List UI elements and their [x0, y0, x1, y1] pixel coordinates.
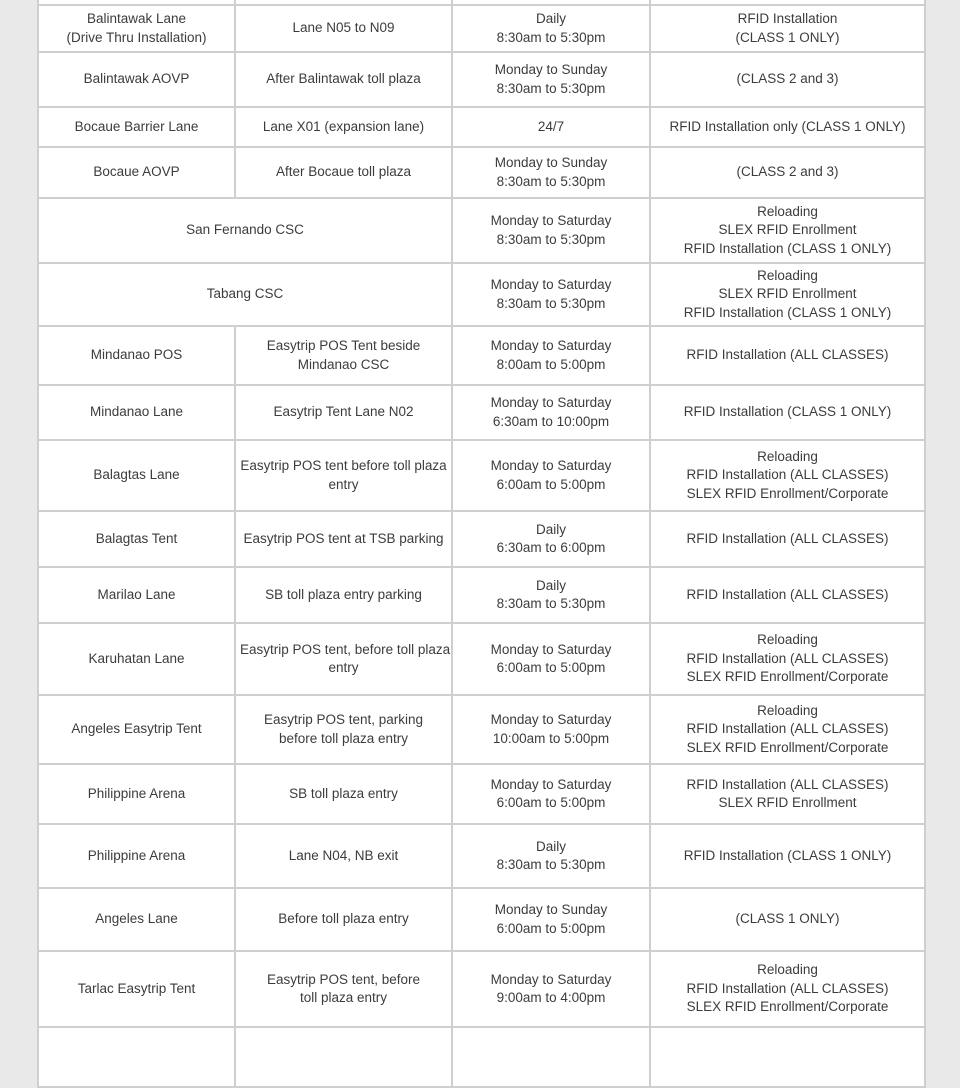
schedule-cell [452, 888, 650, 951]
location-cell-line: (Drive Thru Installation) [66, 29, 207, 45]
schedule-cell-line: 6:00am to 5:00pm [496, 660, 606, 675]
table-row [38, 951, 925, 1027]
area-cell [235, 623, 452, 695]
location-cell-line: Philippine Arena [87, 785, 186, 801]
schedule-cell-line: Monday to Saturday [490, 213, 612, 228]
services-cell [650, 147, 925, 198]
location-cell [38, 385, 235, 440]
location-cell [38, 107, 235, 147]
location-cell-line: Philippine Arena [87, 847, 186, 863]
schedule-cell-line: Monday to Sunday [494, 155, 608, 170]
location-cell [38, 263, 452, 326]
services-cell-line: RFID Installation (ALL CLASSES) [686, 467, 889, 483]
area-cell-line: entry [328, 476, 359, 492]
table-row [38, 5, 925, 52]
schedule-cell-line: 6:30am to 10:00pm [492, 413, 610, 429]
area-cell-line: Easytrip POS tent, before [266, 971, 421, 987]
schedule-cell-line: 8:30am to 5:30pm [496, 29, 606, 45]
schedule-cell-line: 9:00am to 4:00pm [496, 990, 606, 1005]
services-cell-line: RFID Installation (CLASS 1 ONLY) [683, 240, 892, 256]
schedule-cell [452, 5, 650, 52]
services-cell-line: Reloading [757, 962, 818, 978]
services-cell [650, 567, 925, 623]
schedule-cell-line: Daily [535, 838, 566, 854]
area-cell [235, 824, 452, 888]
schedule-cell-line: Monday to Saturday [490, 338, 612, 353]
area-cell [235, 764, 452, 824]
table-row [38, 824, 925, 888]
schedule-cell [452, 440, 650, 511]
schedule-cell-line: 24/7 [537, 118, 565, 134]
schedule-cell-line: Monday to Saturday [490, 776, 612, 792]
services-cell [650, 888, 925, 951]
location-cell-line: Marilao Lane [97, 586, 176, 602]
area-cell-line: Easytrip POS tent, parking [263, 712, 424, 727]
services-cell-line: SLEX RFID Enrollment [718, 795, 857, 810]
location-cell-line: Angeles Lane [95, 911, 178, 927]
schedule-cell-line: Daily [535, 521, 566, 537]
location-cell [38, 695, 235, 764]
schedule-cell-line: Monday to Saturday [490, 641, 612, 657]
services-cell-line: SLEX RFID Enrollment [718, 222, 857, 238]
services-cell-line: RFID Installation (ALL CLASSES) [686, 721, 889, 737]
services-cell-line: Reloading [757, 203, 818, 219]
area-cell [235, 5, 452, 52]
services-cell-line: RFID Installation (CLASS 1 ONLY) [683, 304, 892, 320]
schedule-cell-line: 8:30am to 5:30pm [496, 295, 606, 311]
services-cell [650, 107, 925, 147]
area-cell-line: entry [328, 660, 359, 675]
services-cell [650, 623, 925, 695]
area-cell-line: Lane N04, NB exit [288, 847, 399, 863]
area-cell [235, 567, 452, 623]
table-row [38, 567, 925, 623]
table-row [38, 764, 925, 824]
services-cell [650, 263, 925, 326]
location-cell-line: Balintawak AOVP [83, 71, 190, 87]
area-cell-line: Before toll plaza entry [278, 911, 409, 927]
location-cell-line: Karuhatan Lane [88, 650, 185, 666]
schedule-cell [452, 695, 650, 764]
services-cell-line: RFID Installation (ALL CLASSES) [686, 347, 889, 363]
location-cell [38, 623, 235, 695]
schedule-cell-line: Monday to Sunday [494, 902, 608, 917]
schedule-cell-line: Monday to Sunday [494, 62, 608, 77]
services-cell-line: (CLASS 2 and 3) [736, 164, 839, 180]
area-cell-line: Easytrip POS Tent beside [266, 338, 421, 353]
services-cell-line: RFID Installation only (CLASS 1 ONLY) [669, 118, 906, 134]
schedule-cell-line: Monday to Saturday [490, 971, 612, 987]
location-cell-line: San Fernando CSC [186, 222, 304, 238]
area-cell [235, 147, 452, 198]
rfid-locations-table [37, 0, 926, 1088]
schedule-cell-line: Daily [535, 11, 566, 26]
area-cell-line: Mindanao CSC [297, 356, 390, 372]
location-cell [38, 147, 235, 198]
schedule-cell-line: 8:30am to 5:30pm [496, 80, 606, 96]
area-cell-line: Easytrip POS tent, before toll plaza [240, 641, 451, 657]
schedule-cell [452, 567, 650, 623]
schedule-cell-line: Daily [535, 577, 566, 593]
schedule-cell-line: 8:30am to 5:30pm [496, 857, 606, 872]
location-cell [38, 52, 235, 107]
services-cell-line: SLEX RFID Enrollment/Corporate [686, 669, 889, 685]
services-cell [650, 440, 925, 511]
location-cell [38, 764, 235, 824]
location-cell [38, 824, 235, 888]
services-cell-line: SLEX RFID Enrollment/Corporate [686, 999, 889, 1015]
services-cell-line: RFID Installation (ALL CLASSES) [686, 980, 889, 996]
area-cell-line: After Balintawak toll plaza [266, 71, 421, 87]
location-cell-line: Tabang CSC [206, 286, 284, 302]
schedule-cell [452, 263, 650, 326]
schedule-cell [452, 107, 650, 147]
services-cell [650, 198, 925, 263]
services-cell-line: Reloading [757, 702, 818, 718]
location-cell [38, 511, 235, 567]
area-cell [235, 695, 452, 764]
area-cell-line: before toll plaza entry [278, 730, 409, 746]
location-cell [38, 440, 235, 511]
area-cell [235, 951, 452, 1027]
table-row [38, 695, 925, 764]
table-row [38, 198, 925, 263]
location-cell [38, 567, 235, 623]
area-cell-line: SB toll plaza entry parking [265, 586, 422, 602]
services-cell-line: (CLASS 1 ONLY) [735, 911, 840, 927]
services-cell-line: RFID Installation (CLASS 1 ONLY) [683, 404, 892, 420]
area-cell [235, 107, 452, 147]
schedule-cell [452, 198, 650, 263]
area-cell-line: Easytrip Tent Lane N02 [273, 404, 414, 420]
services-cell-line: SLEX RFID Enrollment [718, 286, 857, 302]
services-cell [650, 511, 925, 567]
services-cell-line: RFID Installation (ALL CLASSES) [686, 650, 889, 666]
services-cell-line: (CLASS 1 ONLY) [735, 29, 840, 45]
location-cell [38, 326, 235, 385]
services-cell [650, 385, 925, 440]
services-cell-line: RFID Installation (ALL CLASSES) [686, 530, 889, 546]
services-cell [650, 695, 925, 764]
area-cell-line: Easytrip POS tent before toll plaza [240, 458, 447, 473]
schedule-cell-line: Monday to Saturday [490, 712, 612, 727]
location-cell-line: Balintawak Lane [86, 11, 187, 26]
table-row [38, 263, 925, 326]
services-cell-line: SLEX RFID Enrollment/Corporate [686, 485, 889, 501]
schedule-cell-line: 6:00am to 5:00pm [496, 920, 606, 936]
location-cell-line: Mindanao POS [90, 347, 183, 363]
services-cell-line: Reloading [757, 632, 818, 648]
table-row [38, 147, 925, 198]
schedule-cell-line: 8:30am to 5:30pm [496, 596, 606, 611]
location-cell [38, 1027, 235, 1087]
area-cell [235, 385, 452, 440]
schedule-cell-line: Monday to Saturday [490, 395, 612, 410]
schedule-cell-line: 8:30am to 5:30pm [496, 231, 606, 247]
services-cell-line: Reloading [757, 448, 818, 464]
area-cell [235, 1027, 452, 1087]
schedule-cell [452, 1027, 650, 1087]
location-cell-line: Bocaue Barrier Lane [74, 118, 199, 134]
location-cell [38, 888, 235, 951]
services-cell [650, 1027, 925, 1087]
location-cell-line: Angeles Easytrip Tent [71, 721, 202, 737]
location-cell-line: Bocaue AOVP [93, 164, 180, 180]
table-row [38, 511, 925, 567]
area-cell-line: Lane X01 (expansion lane) [262, 118, 425, 134]
area-cell [235, 888, 452, 951]
schedule-cell-line: 8:30am to 5:30pm [496, 173, 606, 189]
schedule-cell [452, 951, 650, 1027]
area-cell-line: SB toll plaza entry [289, 785, 398, 801]
schedule-cell-line: 6:00am to 5:00pm [496, 476, 606, 492]
area-cell [235, 326, 452, 385]
schedule-cell-line: 6:30am to 6:00pm [496, 540, 606, 555]
area-cell [235, 511, 452, 567]
schedule-cell [452, 511, 650, 567]
services-cell [650, 764, 925, 824]
schedule-cell [452, 52, 650, 107]
area-cell-line: After Bocaue toll plaza [275, 164, 412, 180]
schedule-cell [452, 147, 650, 198]
location-cell-line: Mindanao Lane [89, 404, 184, 420]
table-row [38, 1027, 925, 1087]
schedule-cell [452, 326, 650, 385]
table-row [38, 440, 925, 511]
area-cell [235, 440, 452, 511]
services-cell-line: RFID Installation (CLASS 1 ONLY) [683, 847, 892, 863]
services-cell [650, 52, 925, 107]
table-row [38, 326, 925, 385]
schedule-cell-line: 10:00am to 5:00pm [492, 730, 610, 746]
schedule-cell-line: Monday to Saturday [490, 458, 612, 473]
services-cell-line: RFID Installation [737, 11, 838, 26]
area-cell-line: toll plaza entry [299, 990, 388, 1005]
services-cell-line: SLEX RFID Enrollment/Corporate [686, 739, 889, 755]
services-cell-line: RFID Installation (ALL CLASSES) [686, 776, 889, 792]
area-cell-line: Easytrip POS tent at TSB parking [243, 530, 444, 546]
schedule-cell-line: 8:00am to 5:00pm [496, 356, 606, 372]
schedule-cell-line: 6:00am to 5:00pm [496, 795, 606, 810]
services-cell-line: RFID Installation (ALL CLASSES) [686, 586, 889, 602]
services-cell [650, 824, 925, 888]
services-cell [650, 951, 925, 1027]
location-cell [38, 198, 452, 263]
schedule-cell [452, 824, 650, 888]
location-cell-line: Balagtas Tent [95, 530, 178, 546]
table-row [38, 52, 925, 107]
schedule-cell [452, 623, 650, 695]
table-row [38, 385, 925, 440]
schedule-cell-line: Monday to Saturday [490, 277, 612, 292]
area-cell-line: Lane N05 to N09 [292, 20, 395, 36]
services-cell [650, 5, 925, 52]
location-cell [38, 5, 235, 52]
area-cell [235, 52, 452, 107]
location-cell [38, 951, 235, 1027]
table-row [38, 888, 925, 951]
table-row [38, 623, 925, 695]
location-cell-line: Balagtas Lane [93, 467, 180, 483]
services-cell [650, 326, 925, 385]
location-cell-line: Tarlac Easytrip Tent [77, 980, 196, 996]
services-cell-line: Reloading [757, 267, 818, 283]
schedule-cell [452, 385, 650, 440]
services-cell-line: (CLASS 2 and 3) [736, 71, 839, 87]
table-row [38, 107, 925, 147]
schedule-cell [452, 764, 650, 824]
